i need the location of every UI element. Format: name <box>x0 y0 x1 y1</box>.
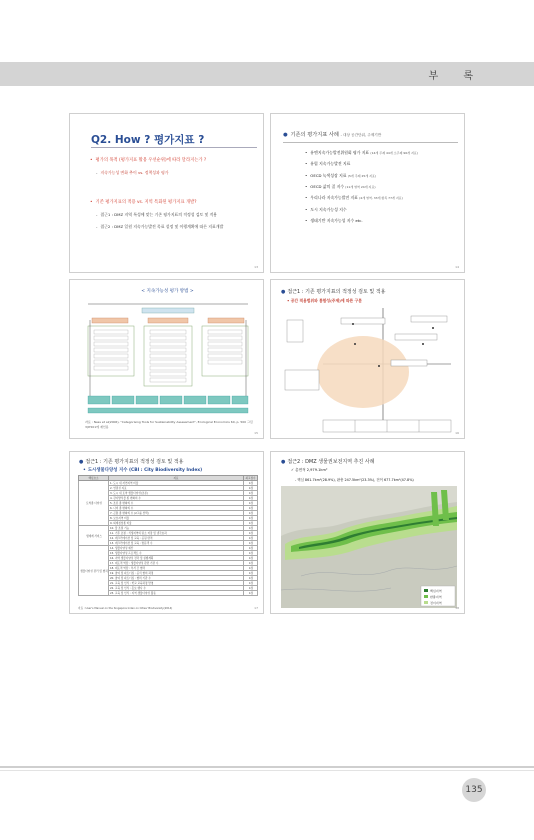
indicator-name: OECD 녹색성장 지표 <box>310 172 347 178</box>
legend-swatch-transition <box>424 601 428 604</box>
indicator-cell: 9. 외래침입종 비율 <box>109 521 244 526</box>
score-cell: 4점 <box>244 551 258 556</box>
indicator-cell: 15. 생물다양성 프로젝트 수 <box>109 551 244 556</box>
slide-title <box>281 288 385 295</box>
indicator-item <box>305 161 350 167</box>
dash-icon: - <box>96 170 98 175</box>
score-cell: 4점 <box>244 491 258 496</box>
indicator-cell: 12. 레크리에이션 및 교육 : 공원 면적 <box>109 536 244 541</box>
indicator-cell: 5. 조류 종 변화의 수 <box>109 501 244 506</box>
slide-approach1-review <box>270 279 465 439</box>
indicator-cell: 17. 제도적 역량 : 생물다양성 관련 기관 수 <box>109 561 244 566</box>
score-cell: 4점 <box>244 581 258 586</box>
bullet-dot-icon: • <box>90 200 93 205</box>
indicator-cell: 2. 연결성 지표 <box>109 486 244 491</box>
score-cell: 4점 <box>244 536 258 541</box>
bullet-1-sub-text: 지속가능성 변화 추이 vs. 정책성과 평가 <box>100 170 169 175</box>
bullet-1-sub <box>96 170 169 176</box>
column-header: 핵심요소 <box>79 476 109 481</box>
indicator-cell: 14. 생물다양성 예산 <box>109 546 244 551</box>
slide-number: 18 <box>455 606 459 610</box>
slide-number: 15 <box>254 431 258 435</box>
slide-subtitle-text: 공간 적용범위와 통합성(주제)에 따른 구분 <box>290 298 362 303</box>
indicator-item <box>305 218 363 224</box>
dmz-biosphere-map <box>281 486 457 608</box>
bullet-2-sub-2 <box>96 224 223 230</box>
column-header: 최고점수 <box>245 477 256 480</box>
bullet-dot-icon: • <box>305 206 308 212</box>
slide-title: Q2. How ? 평가지표 ? <box>91 134 205 146</box>
indicator-name: OECD 삶의 질 지수 <box>310 183 345 189</box>
score-cell: 4점 <box>244 546 258 551</box>
slide-title-text: 기존의 평가지표 사례 <box>290 132 339 138</box>
indicator-cell: 1. 도시 내 자연지역 비율 <box>109 481 244 486</box>
cbi-indicator-table <box>78 475 258 596</box>
indicator-name: 유엔지속가능발전위원회 평가 지표 <box>310 150 370 155</box>
bullet-2-text: 기존 평가지표의 적용 vs. 지역 특화된 평가지표 개발? <box>95 200 197 205</box>
bullet-dot-icon: ● <box>283 132 288 138</box>
indicator-name: 생태기반 지속가능성 지수 etc. <box>310 217 363 223</box>
slide-subtitle: • 공간 적용범위와 통합성(주제)에 따른 구분 <box>287 298 362 303</box>
bullet-1-text: 평가의 목적 (평가지표 활용 우선순위)에 따라 달라지는가 ? <box>95 158 207 163</box>
bullet-dot-icon: • <box>305 172 308 178</box>
indicator-cell: 10. 물 조절 기능 <box>109 526 244 531</box>
indicator-cell: 18. 제도적 역량 : 부서 간 협력 <box>109 566 244 571</box>
indicator-note: (14개 주제 44개 소주제 96개 지표) <box>370 151 418 155</box>
score-cell: 4점 <box>244 556 258 561</box>
indicator-item <box>305 195 403 201</box>
indicator-cell: 13. 레크리에이션 및 교육 : 방문객 수 <box>109 541 244 546</box>
indicator-cell: 6. 나비 종 변화의 수 <box>109 506 244 511</box>
slide-number: 14 <box>455 265 459 269</box>
legend-core: 핵심지역 <box>430 589 442 593</box>
score-cell: 4점 <box>244 571 258 576</box>
legend-transition: 전이지역 <box>430 601 442 605</box>
slide-title <box>79 458 183 465</box>
indicator-item <box>305 150 418 156</box>
indicator-cell: 8. 보호지역 비율 <box>109 516 244 521</box>
bullet-dot-icon: ● <box>79 459 84 465</box>
indicator-cell: 23. 교육 및 인식 : 지역 생물다양성 활동 <box>109 591 244 596</box>
category-cell: 생물다양성 관리 및 협치 <box>79 546 109 596</box>
bullet-dot-icon: • <box>305 217 308 223</box>
footer-rule-thin <box>0 770 534 771</box>
bullet-dot-icon: • <box>90 158 93 163</box>
slide-title-text: 접근2 : DMZ 생물권보전지역 추진 사례 <box>287 459 375 465</box>
dash-icon: - <box>96 224 98 229</box>
score-cell: 4점 <box>244 541 258 546</box>
slide-number: 17 <box>254 606 258 610</box>
bullet-dot-icon: ● <box>281 459 286 465</box>
indicator-cell: 11. 기후 조절 : 식생지역의 탄소 저장 및 냉각효과 <box>109 531 244 536</box>
indicator-name: 우리나라 지속가능발전 지표 <box>310 195 358 201</box>
title-divider <box>91 147 257 148</box>
indicator-item <box>305 173 376 179</box>
legend-swatch-core <box>424 589 428 592</box>
indicator-cell: 21. 교육 및 인식 : 학교 교육과정 반영 <box>109 581 244 586</box>
slide-title-text: 접근1 : 기존 평가지표의 적정성 검토 및 적용 <box>85 459 184 465</box>
indicator-note: (11개 영역 24개 지표) <box>345 184 376 189</box>
score-cell: 4점 <box>244 511 258 516</box>
sustainability-assessment-flow-diagram <box>84 300 252 418</box>
total-area-line: ✓ 총면적 2,979.1km² <box>291 468 328 472</box>
indicator-cell: 22. 교육 및 인식 : 홍보 행사 수 <box>109 586 244 591</box>
indicator-note: (4개 영역, 33개 항목 77개 지표) <box>359 196 403 201</box>
bullet-dot-icon: ● <box>281 289 286 295</box>
indicator-item <box>305 207 347 213</box>
slide-title-note: - 대상 공간단위, 주제기반 <box>340 133 382 137</box>
total-area-text: 총면적 2,979.1km² <box>295 468 328 472</box>
score-cell: 4점 <box>244 481 258 486</box>
bullet-1 <box>90 158 206 163</box>
indicator-cell: 4. 관다발식물 종 변화의 수 <box>109 496 244 501</box>
score-cell: 4점 <box>244 576 258 581</box>
figure-caption: 자료 : Ness et al(2006), "Categorising Tools for Sustainability Assessment", Ecological Economics 60, p. 500 그림3(P.501에 재인용 <box>85 420 253 429</box>
slide-dmz-biosphere <box>270 451 465 614</box>
bullet-2-sub-1 <box>96 212 217 218</box>
slide-title-text: 접근1 : 기존 평가지표의 적정성 검토 및 적용 <box>287 289 386 295</box>
slide-city-biodiversity-index <box>69 451 264 614</box>
slide-title <box>281 458 375 465</box>
indicator-name: 유럽 지속가능발전 지표 <box>310 161 351 167</box>
dash-icon: - <box>96 212 98 217</box>
slide-existing-indicators <box>270 113 465 273</box>
legend-buffer: 완충지역 <box>430 595 442 599</box>
score-cell: 4점 <box>244 506 258 511</box>
slide-assessment-method <box>69 279 264 439</box>
score-cell: 4점 <box>244 521 258 526</box>
bullet-dot-icon: • <box>305 183 308 189</box>
slide-grid <box>69 113 465 634</box>
score-cell: 4점 <box>244 526 258 531</box>
indicator-name: 도시 지속가능성 지수 <box>310 206 347 212</box>
indicator-cell: 19. 참여 및 파트너십 : 공식 협의 과정 <box>109 571 244 576</box>
indicator-cell: 16. 지역 생물다양성 전략 및 실행계획 <box>109 556 244 561</box>
slide-number: 13 <box>254 265 258 269</box>
bullet-2-sub-2-text: 접근2 : DMZ 일원 지속가능발전 목표 설정 및 이행계획에 따른 지표개발 <box>100 224 224 229</box>
score-cell: 4점 <box>244 566 258 571</box>
table-source: 자료 : User's Manual on the Singapore Index on Cities' Biodiversity(2014) <box>78 607 173 610</box>
category-cell: 토착종 다양성 <box>79 481 109 526</box>
indicator-cell: 20. 참여 및 파트너십 : 협력 기관 수 <box>109 576 244 581</box>
footer-rule <box>0 766 534 768</box>
score-cell: 4점 <box>244 486 258 491</box>
category-cell: 생태계 서비스 <box>79 526 109 546</box>
score-cell: 4점 <box>244 591 258 596</box>
appendix-title: 부 록 <box>428 71 484 82</box>
score-cell: 4점 <box>244 516 258 521</box>
legend-swatch-buffer <box>424 595 428 598</box>
score-cell: 4점 <box>244 531 258 536</box>
indicator-classification-quadrant-diagram <box>283 306 455 434</box>
bullet-dot-icon: • <box>305 150 308 155</box>
score-cell: 4점 <box>244 586 258 591</box>
score-cell: 4점 <box>244 496 258 501</box>
slide-subtitle: • 도시생물다양성 지수 (CBI : City Biodiversity Index) <box>83 468 203 473</box>
bullet-dot-icon: • <box>305 161 308 167</box>
slide-number: 16 <box>455 431 459 435</box>
slide-title <box>283 131 381 138</box>
zone-breakdown-line: - 핵심 861.7km²(28.9%), 완충 247.5km²(23.3%), 전이 677.7km²(47.8%) <box>295 478 414 482</box>
bullet-2 <box>90 200 197 205</box>
bullet-dot-icon: • <box>305 195 308 201</box>
score-cell: 4점 <box>244 561 258 566</box>
slide-title: < 지속가능성 평가 방법 > <box>141 289 194 294</box>
slide-subtitle-text: 도시생물다양성 지수 (CBI : City Biodiversity Index) <box>87 468 203 473</box>
column-header: 지표 <box>109 476 244 481</box>
page-number: 135 <box>462 778 486 802</box>
indicator-cell: 3. 도시 내 토착 생물다양성(조류) <box>109 491 244 496</box>
appendix-header-bar <box>0 62 534 86</box>
score-cell: 4점 <box>244 501 258 506</box>
table-body <box>79 481 258 596</box>
indicator-item <box>305 184 376 190</box>
title-divider <box>283 142 458 143</box>
slide-q2-how <box>69 113 264 273</box>
bullet-2-sub-1-text: 접근1 : DMZ 지역 특성에 맞는 기존 평가지표의 적정성 검토 및 적용 <box>100 212 218 217</box>
indicator-cell: 7. 곤충 종 변화의 수 (2그룹 선택) <box>109 511 244 516</box>
indicator-note: (5개 주제 25개 지표) <box>347 173 377 178</box>
